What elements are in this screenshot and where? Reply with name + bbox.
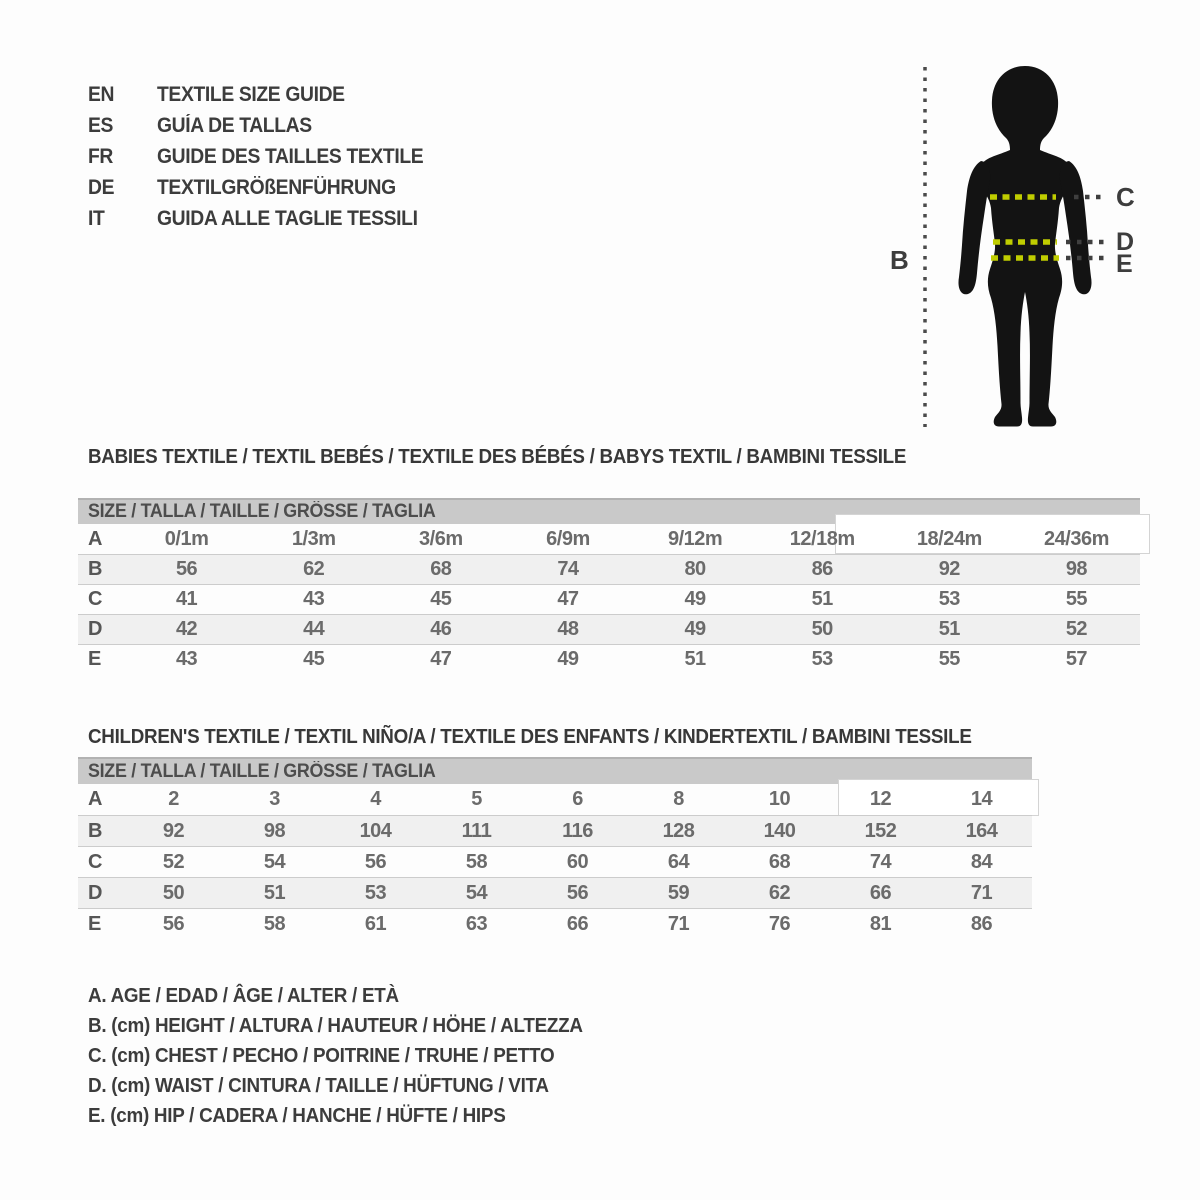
legend-item-age: A. AGE / EDAD / ÂGE / ALTER / ETÀ xyxy=(88,984,399,1007)
size-cell: 9/12m xyxy=(667,527,723,550)
size-cell: 54 xyxy=(465,881,488,904)
table-row-B xyxy=(78,815,1032,846)
size-cell: 116 xyxy=(562,819,593,842)
row-label: D xyxy=(88,618,102,640)
row-label: C xyxy=(88,850,102,873)
size-cell: 62 xyxy=(768,881,791,904)
table-row-E xyxy=(78,644,1140,674)
size-cell: 76 xyxy=(768,912,791,935)
lang-row-fr xyxy=(88,141,446,172)
table-row-E xyxy=(78,908,1032,939)
size-cell: 60 xyxy=(566,850,589,873)
children-size-table xyxy=(78,757,1032,939)
size-cell: 24/36m xyxy=(1044,527,1109,550)
legend-item-chest: C. (cm) CHEST / PECHO / POITRINE / TRUHE / PETTO xyxy=(88,1044,555,1067)
size-cell: 58 xyxy=(465,850,488,873)
lang-code: ES xyxy=(88,113,114,137)
size-cell: 2 xyxy=(168,788,179,810)
size-cell: 68 xyxy=(768,850,791,873)
size-cell: 56 xyxy=(364,850,387,873)
lang-row-de xyxy=(88,172,446,203)
size-cell: 8 xyxy=(673,788,684,810)
row-label: D xyxy=(88,881,102,904)
row-label: C xyxy=(88,588,102,610)
babies-size-table xyxy=(78,498,1140,674)
size-cell: 152 xyxy=(864,819,897,842)
size-cell: 14 xyxy=(970,788,993,810)
row-label: E xyxy=(88,912,101,935)
size-cell: 56 xyxy=(162,912,185,935)
table-row-A xyxy=(78,524,1140,554)
size-cell: 43 xyxy=(303,588,325,610)
row-label: E xyxy=(88,648,101,670)
lang-title: GUÍA DE TALLAS xyxy=(157,113,312,137)
size-cell: 1/3m xyxy=(291,527,336,550)
size-cell: 50 xyxy=(811,618,833,640)
size-cell: 52 xyxy=(1065,618,1088,640)
row-label: A xyxy=(88,788,102,810)
size-cell: 48 xyxy=(557,618,579,640)
size-cell: 56 xyxy=(566,881,589,904)
size-cell: 58 xyxy=(263,912,286,935)
size-cell: 86 xyxy=(970,912,993,935)
lang-title: GUIDA ALLE TAGLIE TESSILI xyxy=(157,206,418,230)
table-row-B xyxy=(78,554,1140,584)
babies-section-title: BABIES TEXTILE / TEXTIL BEBÉS / TEXTILE DES BÉBÉS / BABYS TEXTIL / BAMBINI TESSILE xyxy=(88,446,907,468)
size-cell: 111 xyxy=(461,819,492,842)
size-cell: 61 xyxy=(364,912,387,935)
size-cell: 81 xyxy=(869,912,892,935)
lang-row-it xyxy=(88,203,446,234)
size-cell: 52 xyxy=(162,850,185,873)
size-cell: 53 xyxy=(811,648,833,670)
size-cell: 140 xyxy=(763,819,796,842)
size-cell: 128 xyxy=(662,819,695,842)
size-cell: 66 xyxy=(869,881,892,904)
size-cell: 92 xyxy=(162,819,185,842)
height-label: B xyxy=(890,245,909,275)
size-cell: 53 xyxy=(938,588,960,610)
left-arm xyxy=(958,161,990,294)
size-cell: 63 xyxy=(465,912,488,935)
size-cell: 51 xyxy=(938,618,960,640)
size-cell: 3/6m xyxy=(419,527,463,550)
size-cell: 164 xyxy=(965,819,998,842)
size-cell: 4 xyxy=(370,788,381,810)
size-cell: 47 xyxy=(430,648,452,670)
child-silhouette-diagram xyxy=(860,55,1190,453)
waist-label: D xyxy=(1116,228,1135,256)
row-label: A xyxy=(88,527,102,550)
size-cell: 98 xyxy=(263,819,286,842)
size-cell: 12 xyxy=(869,788,892,810)
size-cell: 18/24m xyxy=(916,527,982,550)
lang-title: GUIDE DES TAILLES TEXTILE xyxy=(157,144,424,168)
size-cell: 41 xyxy=(175,588,198,610)
row-label: B xyxy=(88,558,102,580)
lang-title: TEXTILE SIZE GUIDE xyxy=(157,82,345,106)
size-cell: 57 xyxy=(1065,648,1088,670)
size-cell: 98 xyxy=(1065,558,1088,580)
lang-code: DE xyxy=(88,175,115,199)
size-cell: 51 xyxy=(684,648,706,670)
size-cell: 66 xyxy=(566,912,589,935)
children-table-header: SIZE / TALLA / TAILLE / GRÖSSE / TAGLIA xyxy=(78,757,1032,784)
measurement-legend xyxy=(88,981,626,1131)
size-cell: 51 xyxy=(263,881,286,904)
lang-row-en xyxy=(88,79,446,110)
size-cell: 55 xyxy=(938,648,960,670)
size-cell: 47 xyxy=(557,588,579,610)
size-cell: 51 xyxy=(811,588,833,610)
size-cell: 59 xyxy=(667,881,690,904)
size-cell: 84 xyxy=(970,850,993,873)
right-arm xyxy=(1060,161,1092,294)
size-cell: 64 xyxy=(667,850,690,873)
size-cell: 104 xyxy=(359,819,392,842)
size-cell: 45 xyxy=(430,588,452,610)
legend-item-hip: E. (cm) HIP / CADERA / HANCHE / HÜFTE / HIPS xyxy=(88,1104,506,1127)
size-cell: 92 xyxy=(938,558,960,580)
size-cell: 54 xyxy=(263,850,286,873)
table-row-D xyxy=(78,614,1140,644)
size-cell: 0/1m xyxy=(164,527,209,550)
size-cell: 43 xyxy=(175,648,198,670)
table-row-C xyxy=(78,584,1140,614)
size-cell: 3 xyxy=(269,788,280,810)
size-cell: 46 xyxy=(430,618,452,640)
size-cell: 44 xyxy=(303,618,325,640)
children-table-rows xyxy=(78,784,1032,939)
size-cell: 6/9m xyxy=(546,527,590,550)
lang-row-es xyxy=(88,110,446,141)
size-cell: 68 xyxy=(430,558,452,580)
lang-code: IT xyxy=(88,206,105,230)
size-cell: 62 xyxy=(303,558,325,580)
size-cell: 6 xyxy=(572,788,583,810)
size-cell: 56 xyxy=(175,558,198,580)
size-cell: 55 xyxy=(1065,588,1088,610)
size-cell: 49 xyxy=(557,648,579,670)
lang-code: FR xyxy=(88,144,114,168)
lang-code: EN xyxy=(88,82,115,106)
size-cell: 45 xyxy=(303,648,325,670)
size-cell: 49 xyxy=(684,588,706,610)
measurement-figure xyxy=(860,55,1190,453)
babies-table-rows xyxy=(78,524,1140,674)
size-cell: 12/18m xyxy=(789,527,855,550)
language-title-list xyxy=(88,79,446,234)
size-cell: 42 xyxy=(175,618,198,640)
size-cell: 10 xyxy=(768,788,791,810)
children-section-title: CHILDREN'S TEXTILE / TEXTIL NIÑO/A / TEXTILE DES ENFANTS / KINDERTEXTIL / BAMBINI TESSILE xyxy=(88,726,972,748)
table-row-C xyxy=(78,846,1032,877)
table-row-A xyxy=(78,784,1032,815)
hip-label: E xyxy=(1116,250,1133,278)
size-cell: 5 xyxy=(471,788,482,810)
size-cell: 74 xyxy=(869,850,892,873)
babies-table-header: SIZE / TALLA / TAILLE / GRÖSSE / TAGLIA xyxy=(78,498,1140,524)
chest-label: C xyxy=(1116,182,1135,212)
row-label: B xyxy=(88,819,102,842)
size-cell: 80 xyxy=(684,558,706,580)
size-cell: 53 xyxy=(364,881,387,904)
size-cell: 74 xyxy=(557,558,579,580)
size-cell: 86 xyxy=(811,558,833,580)
legend-item-height: B. (cm) HEIGHT / ALTURA / HAUTEUR / HÖHE / ALTEZZA xyxy=(88,1014,583,1037)
lang-title: TEXTILGRÖßENFÜHRUNG xyxy=(157,175,396,199)
size-cell: 71 xyxy=(667,912,690,935)
size-cell: 50 xyxy=(162,881,185,904)
table-row-D xyxy=(78,877,1032,908)
size-cell: 49 xyxy=(684,618,706,640)
legend-item-waist: D. (cm) WAIST / CINTURA / TAILLE / HÜFTUNG / VITA xyxy=(88,1074,549,1097)
size-cell: 71 xyxy=(970,881,993,904)
child-silhouette xyxy=(978,66,1072,427)
